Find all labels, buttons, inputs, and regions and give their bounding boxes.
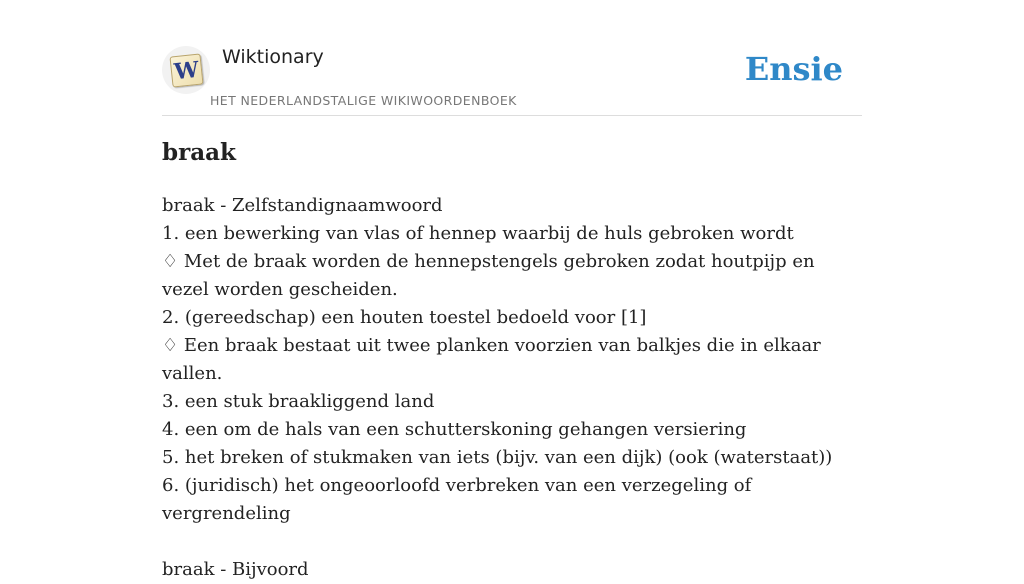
ensie-brand-link[interactable]: Ensie <box>744 50 843 88</box>
site-name[interactable]: Wiktionary <box>222 46 324 68</box>
section-spacer <box>162 528 862 556</box>
definition-5: 5. het breken of stukmaken van iets (bijv. van een dijk) (ook (waterstaat)) <box>162 447 833 468</box>
definition-2: 2. (gereedschap) een houten toestel bedoeld voor [1] <box>162 307 647 328</box>
definition-1: 1. een bewerking van vlas of hennep waarbij de huls gebroken wordt <box>162 223 794 244</box>
site-header <box>162 44 862 116</box>
site-tagline: HET NEDERLANDSTALIGE WIKIWOORDENBOEK <box>210 93 517 108</box>
example-1: ♢ Met de braak worden de hennepstengels gebroken zodat houtpijp en vezel worden gescheiden. <box>162 251 815 300</box>
entry-content <box>162 192 862 584</box>
wiktionary-logo-icon[interactable] <box>162 46 210 94</box>
entry-title: braak <box>162 139 236 166</box>
logo-letter: W <box>172 56 201 86</box>
part-of-speech-heading: braak - Zelfstandignaamwoord <box>162 195 443 216</box>
example-2: ♢ Een braak bestaat uit twee planken voorzien van balkjes die in elkaar vallen. <box>162 335 821 384</box>
logo-tile <box>169 53 203 87</box>
definition-4: 4. een om de hals van een schutterskoning gehangen versiering <box>162 419 747 440</box>
definition-6: 6. (juridisch) het ongeoorloofd verbreken van een verzegeling of vergrendeling <box>162 475 752 524</box>
definition-3: 3. een stuk braakliggend land <box>162 391 435 412</box>
next-section-heading: braak - Bijvoord <box>162 559 309 580</box>
